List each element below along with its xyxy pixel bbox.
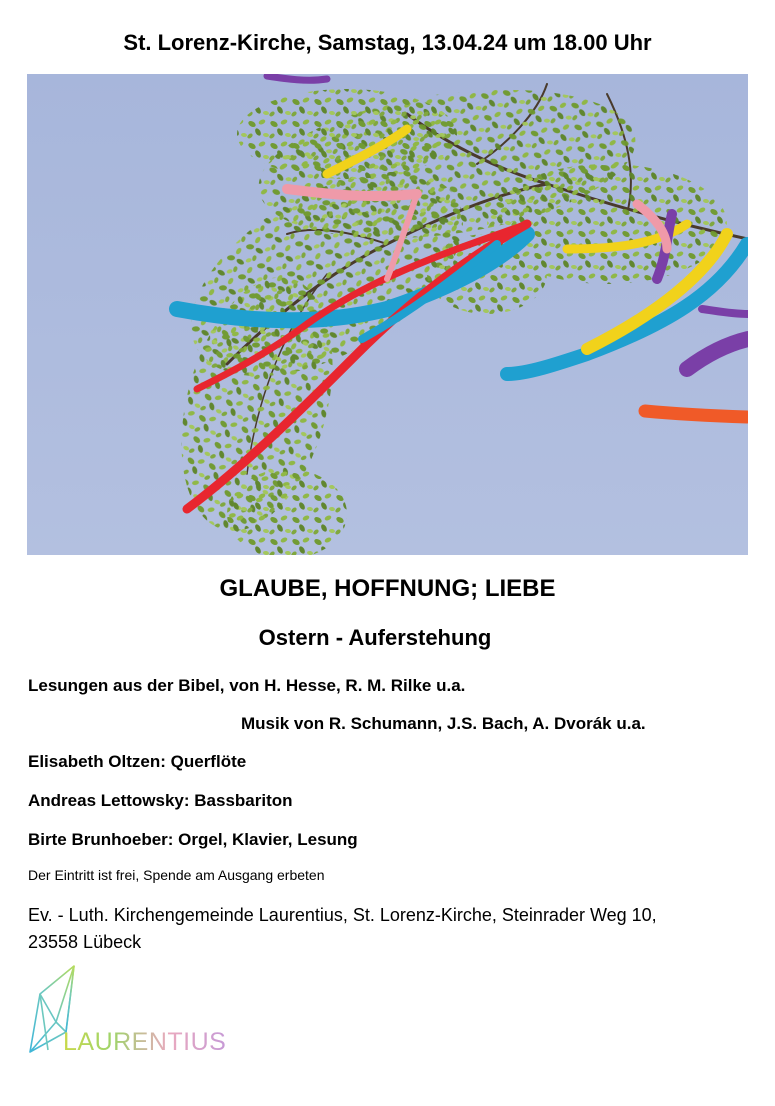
performer-organ: Birte Brunhoeber: Orgel, Klavier, Lesung [28,830,358,849]
music-line: Musik von R. Schumann, J.S. Bach, A. Dvorák u.a. [241,714,646,733]
main-title: GLAUBE, HOFFNUNG; LIEBE [219,575,556,602]
admission-note: Der Eintritt ist frei, Spende am Ausgang erbeten [28,867,325,883]
address-line-2: 23558 Lübeck [28,932,142,952]
ribbons-illustration [27,74,748,555]
performer-bassbaritone: Andreas Lettowsky: Bassbariton [28,791,293,810]
readings-line: Lesungen aus der Bibel, von H. Hesse, R. M. Rilke u.a. [28,676,466,695]
subtitle: Ostern - Auferstehung [258,625,492,650]
hero-photo-maypole-ribbons [27,74,748,555]
performer-flute: Elisabeth Oltzen: Querflöte [28,752,247,771]
address-line-1: Ev. - Luth. Kirchengemeinde Laurentius, St. Lorenz-Kirche, Steinrader Weg 10, [28,905,657,925]
address-block [28,902,728,956]
event-date-line: St. Lorenz-Kirche, Samstag, 13.04.24 um 18.00 Uhr [123,30,652,55]
logo-wordmark: LAURENTIUS [63,1028,227,1056]
